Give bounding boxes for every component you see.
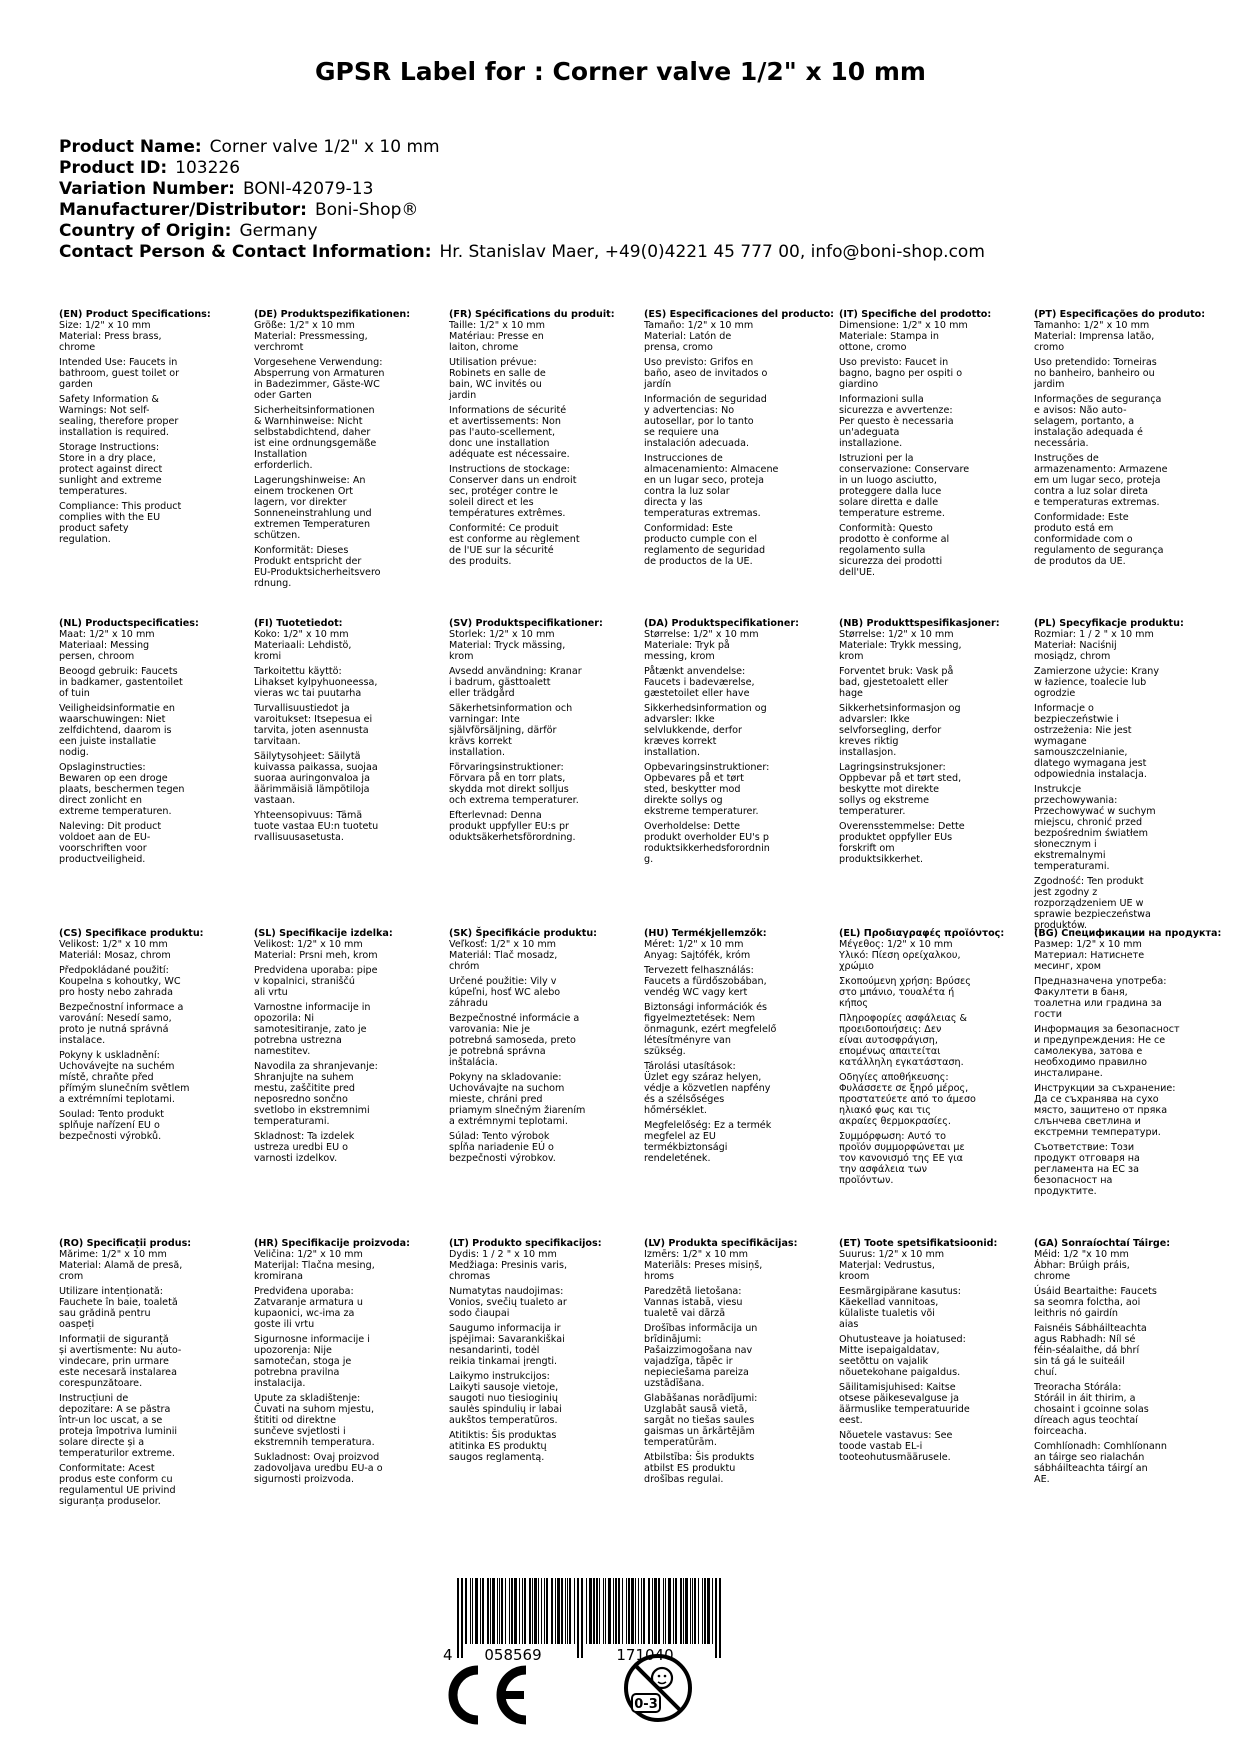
info-row-product-id bbox=[59, 158, 1209, 179]
barcode-digit-right: 171040 bbox=[616, 1646, 674, 1663]
spec-header: (ET) Toote spetsifikatsioonid: bbox=[839, 1238, 998, 1249]
barcode-bar bbox=[490, 1578, 491, 1644]
spec-column bbox=[644, 309, 836, 571]
info-row-variation-number bbox=[59, 179, 1209, 200]
spec-paragraph: Faisnéis Sábháilteachta agus Rabhadh: Níl sé féin-séalaithe, dá bhrí sin tá gá le suiteáil chuí. bbox=[1034, 1323, 1147, 1378]
spec-paragraph: Utilizare intenționată: Fauchete în baie, toaletă sau grădină pentru oaspeți bbox=[59, 1286, 178, 1330]
spec-column bbox=[254, 618, 446, 847]
spec-paragraph: Informazioni sulla sicurezza e avvertenze: Per questo è necessaria un'adeguata installazione. bbox=[839, 394, 954, 449]
spec-paragraph: Biztonsági információk és figyelmeztetések: Nem önmagunk, ezért megfelelő létesítményre van szükség. bbox=[644, 1002, 777, 1057]
spec-paragraph: Συμμόρφωση: Αυτό το προϊόν συμμορφώνεται με τον κανονισμό της ΕΕ για την ασφάλεια των προϊόντων. bbox=[839, 1131, 965, 1186]
barcode-bar bbox=[613, 1578, 614, 1644]
spec-paragraph: Compliance: This product complies with the EU product safety regulation. bbox=[59, 501, 182, 545]
spec-paragraph: Forventet bruk: Vask på bad, gjestetoalett eller hage bbox=[839, 666, 954, 699]
spec-paragraph: Pokyny k uskladnění: Uchovávejte na suchém místě, chraňte před přímým slunečním světlem a extrémními teplotami. bbox=[59, 1050, 190, 1105]
spec-paragraph: Conformidade: Este produto está em conformidade com o regulamento de segurança de produtos da UE. bbox=[1034, 512, 1164, 567]
spec-paragraph: Overensstemmelse: Dette produktet oppfyller EUs forskrift om produktsikkerhet. bbox=[839, 821, 965, 865]
spec-column bbox=[839, 618, 1031, 869]
barcode-bar bbox=[538, 1578, 539, 1644]
spec-column bbox=[449, 309, 641, 571]
ean-barcode bbox=[435, 1578, 739, 1663]
barcode-bar bbox=[534, 1578, 537, 1644]
barcode-bar bbox=[532, 1578, 533, 1644]
spec-paragraph: Veličina: 1/2" x 10 mm Materijal: Tlačna mesing, kromirana bbox=[254, 1249, 375, 1282]
spec-paragraph: Ohutusteave ja hoiatused: Mitte isepaigaldatav, seetõttu on vajalik nõuetekohane paigaldus. bbox=[839, 1334, 966, 1378]
barcode-bar bbox=[492, 1578, 495, 1644]
spec-column bbox=[839, 309, 1031, 582]
barcode-bar bbox=[652, 1578, 653, 1644]
spec-paragraph: Izmērs: 1/2" x 10 mm Materiāls: Preses misiņš, hroms bbox=[644, 1249, 763, 1282]
spec-paragraph: Предназначена употреба: Факултети в баня, тоалетна или градина за гости bbox=[1034, 976, 1167, 1020]
barcode-bar bbox=[615, 1578, 617, 1644]
spec-paragraph: Tarkoitettu käyttö: Lihakset kylpyhuoneessa, vieras wc tai puutarha bbox=[254, 666, 378, 699]
spec-column bbox=[254, 928, 446, 1168]
spec-paragraph: Pokyny na skladovanie: Uchovávajte na suchom mieste, chráni pred priamym slnečným žiarením a extrémnymi teplotami. bbox=[449, 1072, 586, 1127]
barcode-bar bbox=[690, 1578, 691, 1644]
spec-paragraph: Numatytas naudojimas: Vonios, svečių tualeto ar sodo čiaupai bbox=[449, 1286, 567, 1319]
spec-paragraph: Säilytysohjeet: Säilytä kuivassa paikassa, suojaa suoraa auringonvaloa ja äärimmäisiä lämpötiloja vastaan. bbox=[254, 751, 378, 806]
info-label: Manufacturer/Distributor: bbox=[59, 200, 307, 220]
spec-paragraph: Lagerungshinweise: An einem trockenen Ort lagern, vor direkter Sonneneinstrahlung und extremen Temperaturen schützen. bbox=[254, 475, 372, 541]
barcode-bar bbox=[574, 1578, 575, 1644]
spec-paragraph: Sukladnost: Ovaj proizvod zadovoljava uredbu EU-a o sigurnosti proizvoda. bbox=[254, 1452, 383, 1485]
spec-paragraph: Lagringsinstruksjoner: Oppbevar på et tørt sted, beskytte mot direkte sollys og ekstreme temperaturer. bbox=[839, 762, 962, 817]
spec-column bbox=[1034, 309, 1226, 571]
age-warning-icon bbox=[622, 1652, 694, 1724]
spec-paragraph: Instrucciones de almacenamiento: Almacene en un lugar seco, proteja contra la luz solar directa y las temperaturas extremas. bbox=[644, 453, 779, 519]
spec-paragraph: Storage Instructions: Store in a dry place, protect against direct sunlight and extreme temperatures. bbox=[59, 442, 163, 497]
barcode-bar bbox=[546, 1578, 548, 1644]
spec-paragraph: Vorgesehene Verwendung: Absperrung von Armaturen in Badezimmer, Gäste-WC oder Garten bbox=[254, 357, 385, 401]
info-value: Boni-Shop® bbox=[314, 200, 419, 220]
barcode-bar bbox=[680, 1578, 682, 1644]
spec-paragraph: Skladnost: Ta izdelek ustreza uredbi EU o varnosti izdelkov. bbox=[254, 1131, 355, 1164]
barcode-bar bbox=[569, 1578, 571, 1644]
spec-paragraph: Zamierzone użycie: Krany w łazience, toalecie lub ogrodzie bbox=[1034, 666, 1160, 699]
barcode-bar bbox=[596, 1578, 598, 1644]
spec-paragraph: Instrucțiuni de depozitare: A se păstra într-un loc uscat, a se proteja împotriva luminii solare directe și a temperaturilor extreme. bbox=[59, 1393, 178, 1459]
spec-header: (EL) Προδιαγραφές προϊόντος: bbox=[839, 928, 1005, 939]
spec-paragraph: Avsedd användning: Kranar i badrum, gästtoalett eller trädgård bbox=[449, 666, 582, 699]
barcode-guard-bar bbox=[581, 1578, 583, 1658]
spec-column bbox=[644, 1238, 836, 1489]
barcode-bar bbox=[692, 1578, 693, 1644]
spec-header: (HU) Termékjellemzők: bbox=[644, 928, 767, 939]
spec-paragraph: Μέγεθος: 1/2" x 10 mm Υλικό: Πίεση ορείχαλκου, χρώμιο bbox=[839, 939, 961, 972]
spec-paragraph: Turvallisuustiedot ja varoitukset: Itsepesua ei tarvita, joten asennusta tarvitaan. bbox=[254, 703, 373, 747]
spec-paragraph: Sikkerhedsinformation og advarsler: Ikke selvlukkende, derfor kræves korrekt installation. bbox=[644, 703, 767, 758]
barcode-bar bbox=[555, 1578, 556, 1644]
spec-header: (LV) Produkta specifikācijas: bbox=[644, 1238, 798, 1249]
spec-header: (DA) Produktspecifikationer: bbox=[644, 618, 799, 629]
spec-paragraph: Soulad: Tento produkt splňuje nařízení EU o bezpečnosti výrobků. bbox=[59, 1109, 165, 1142]
spec-column bbox=[254, 1238, 446, 1489]
spec-paragraph: Πληροφορίες ασφάλειας & προειδοποιήσεις: Δεν είναι αυτοσφράγιση, επομένως απαιτείται κατάλληλη εγκατάσταση. bbox=[839, 1013, 967, 1068]
barcode-bar bbox=[673, 1578, 674, 1644]
barcode-bar bbox=[704, 1578, 706, 1644]
barcode-bar bbox=[702, 1578, 703, 1644]
spec-paragraph: Eesmärgipärane kasutus: Käekellad vannitoas, külaliste tualetis või aias bbox=[839, 1286, 961, 1330]
spec-paragraph: Uso previsto: Grifos en baño, aseo de invitados o jardín bbox=[644, 357, 768, 390]
spec-column bbox=[59, 618, 251, 869]
barcode-bar bbox=[712, 1578, 713, 1644]
spec-paragraph: Uso previsto: Faucet in bagno, bagno per ospiti o giardino bbox=[839, 357, 963, 390]
spec-paragraph: Säilitamisjuhised: Kaitse otsese päikesevalguse ja äärmuslike temperatuuride eest. bbox=[839, 1382, 970, 1426]
barcode-bar bbox=[561, 1578, 563, 1644]
spec-column bbox=[449, 1238, 641, 1467]
spec-paragraph: Informacje o bezpieczeństwie i ostrzeżenia: Nie jest wymagane samouszczelnianie, dlatego wymagana jest odpowiednia instalacja. bbox=[1034, 703, 1147, 780]
spec-column bbox=[254, 309, 446, 593]
info-label: Variation Number: bbox=[59, 179, 235, 199]
info-label: Contact Person & Contact Information: bbox=[59, 242, 432, 262]
barcode-bar bbox=[631, 1578, 634, 1644]
spec-paragraph: Predvidena uporaba: pipe v kopalnici, straniščú ali vrtu bbox=[254, 965, 378, 998]
spec-paragraph: Opbevaringsinstruktioner: Opbevares på et tørt sted, beskytter mod direkte sollys og ekstreme temperaturer. bbox=[644, 762, 770, 817]
spec-paragraph: Predviđena uporaba: Zatvaranje armatura u kupaonici, wc-ima za goste ili vrtu bbox=[254, 1286, 363, 1330]
spec-paragraph: Naleving: Dit product voldoet aan de EU- voorschriften voor productveiligheid. bbox=[59, 821, 162, 865]
spec-paragraph: Súlad: Tento výrobok spĺňa nariadenie EÚ o bezpečnosti výrobkov. bbox=[449, 1131, 556, 1164]
spec-paragraph: Bezpečnostní informace a varování: Nesedí samo, proto je nutná správná instalace. bbox=[59, 1002, 184, 1046]
spec-header: (PT) Especificações do produto: bbox=[1034, 309, 1206, 320]
spec-paragraph: Veľkosť: 1/2" x 10 mm Materiál: Tlač mosadz, chróm bbox=[449, 939, 558, 972]
barcode-bar bbox=[557, 1578, 560, 1644]
barcode-bar bbox=[475, 1578, 478, 1644]
barcode-bar bbox=[622, 1578, 623, 1644]
spec-paragraph: Saugumo informacija ir įspėjimai: Savarankiškai nesandarinti, todėl reikia tinkamai įrengti. bbox=[449, 1323, 565, 1367]
spec-paragraph: Uso pretendido: Torneiras no banheiro, banheiro ou jardim bbox=[1034, 357, 1157, 390]
barcode-bar bbox=[480, 1578, 481, 1644]
info-row-product-name bbox=[59, 137, 1209, 158]
info-value: Hr. Stanislav Maer, +49(0)4221 45 777 00, info@boni-shop.com bbox=[439, 242, 985, 262]
spec-paragraph: Taille: 1/2" x 10 mm Matériau: Presse en laiton, chrome bbox=[449, 320, 545, 353]
spec-paragraph: Atbilstība: Šis produkts atbilst ES produktu drošības regulai. bbox=[644, 1452, 755, 1485]
spec-column bbox=[644, 618, 836, 869]
spec-header: (ES) Especificaciones del producto: bbox=[644, 309, 835, 320]
spec-header: (HR) Specifikacije proizvoda: bbox=[254, 1238, 410, 1249]
spec-paragraph: Instrukcje przechowywania: Przechowywać w suchym miejscu, chronić przed bezpośrednim światłem słonecznym i ekstremalnymi temperaturami. bbox=[1034, 784, 1156, 872]
barcode-bar bbox=[487, 1578, 489, 1644]
barcode-bar bbox=[501, 1578, 503, 1644]
barcode-bar bbox=[648, 1578, 650, 1644]
spec-paragraph: Efterlevnad: Denna produkt uppfyller EU:s pr oduktsäkerhetsförordning. bbox=[449, 810, 576, 843]
spec-paragraph: Información de seguridad y advertencias: No autosellar, por lo tanto se requiere una instalación adecuada. bbox=[644, 394, 767, 449]
barcode-digit-left: 058569 bbox=[484, 1646, 542, 1663]
barcode-guard-bar bbox=[457, 1578, 459, 1658]
spec-paragraph: Úsáid Beartaithe: Faucets sa seomra folctha, aoi leithris nó gairdín bbox=[1034, 1286, 1157, 1319]
spec-header: (RO) Specificații produs: bbox=[59, 1238, 192, 1249]
barcode-digit-prefix: 4 bbox=[443, 1646, 453, 1663]
page-title: GPSR Label for : Corner valve 1/2" x 10 mm bbox=[315, 57, 926, 86]
barcode-bar bbox=[663, 1578, 664, 1644]
barcode-bar bbox=[608, 1578, 611, 1644]
barcode-bar bbox=[519, 1578, 520, 1644]
ce-mark-icon bbox=[448, 1664, 532, 1726]
spec-column bbox=[449, 928, 641, 1168]
spec-paragraph: Størrelse: 1/2" x 10 mm Materiale: Trykk messing, krom bbox=[839, 629, 962, 662]
barcode-bar bbox=[514, 1578, 517, 1644]
spec-paragraph: Conformità: Questo prodotto è conforme al regolamento sulla sicurezza dei prodotti dell'UE. bbox=[839, 523, 950, 578]
spec-paragraph: Nõuetele vastavus: See toode vastab EL-i tooteohutusmäärusele. bbox=[839, 1430, 953, 1463]
spec-column bbox=[449, 618, 641, 847]
spec-header: (NB) Produkttspesifikasjoner: bbox=[839, 618, 1000, 629]
barcode-bar bbox=[654, 1578, 657, 1644]
barcode-bar bbox=[618, 1578, 620, 1644]
barcode-bar bbox=[635, 1578, 636, 1644]
spec-header: (FR) Spécifications du produit: bbox=[449, 309, 615, 320]
spec-paragraph: Dimensione: 1/2" x 10 mm Materiale: Stampa in ottone, cromo bbox=[839, 320, 968, 353]
barcode-bar bbox=[465, 1578, 467, 1644]
spec-header: (EN) Product Specifications: bbox=[59, 309, 211, 320]
barcode-guard-bar bbox=[715, 1578, 717, 1658]
spec-paragraph: Veiligheidsinformatie en waarschuwingen: Niet zelfdichtend, daarom is een juiste installatie nodig. bbox=[59, 703, 175, 758]
spec-paragraph: Zgodność: Ten produkt jest zgodny z rozporządzeniem UE w sprawie bezpieczeństwa produktów. bbox=[1034, 876, 1151, 931]
barcode-guard-bar bbox=[461, 1578, 463, 1658]
spec-paragraph: Storlek: 1/2" x 10 mm Material: Tryck mässing, krom bbox=[449, 629, 566, 662]
barcode-bar bbox=[603, 1578, 604, 1644]
spec-paragraph: Atitiktis: Šis produktas atitinka ES produktų saugos reglamentą. bbox=[449, 1430, 557, 1463]
spec-paragraph: Glabāšanas norādījumi: Uzglabāt sausā vietā, sargāt no tiešas saules gaismas un ārkārtējām temperatūrām. bbox=[644, 1393, 758, 1448]
barcode-bar bbox=[698, 1578, 699, 1644]
spec-paragraph: Konformität: Dieses Produkt entspricht der EU-Produktsicherheitsvero rdnung. bbox=[254, 545, 381, 589]
barcode-bar bbox=[482, 1578, 484, 1644]
spec-paragraph: Conformitate: Acest produs este conform cu regulamentul UE privind siguranța produselor. bbox=[59, 1463, 176, 1507]
spec-paragraph: Instruções de armazenamento: Armazene em um lugar seco, proteja contra a luz solar direta e temperaturas extremas. bbox=[1034, 453, 1168, 508]
spec-paragraph: Velikost: 1/2" x 10 mm Material: Prsni meh, krom bbox=[254, 939, 378, 961]
spec-paragraph: Varnostne informacije in opozorila: Ni samotesitiranje, zato je potrebna ustrezna namestitev. bbox=[254, 1002, 371, 1057]
barcode-bar bbox=[509, 1578, 510, 1644]
spec-paragraph: Comhlíonadh: Comhlíonann an táirge seo rialachán sábháilteachta táirgí an AE. bbox=[1034, 1441, 1167, 1485]
spec-paragraph: Sicherheitsinformationen & Warnhinweise: Nicht selbstabdichtend, daher ist eine ordnungsgemäße Installation erforderlich. bbox=[254, 405, 377, 471]
spec-header: (SL) Specifikacije izdelka: bbox=[254, 928, 393, 939]
spec-paragraph: Tamaño: 1/2" x 10 mm Material: Latón de prensa, cromo bbox=[644, 320, 754, 353]
spec-paragraph: Förvaringsinstruktioner: Förvara på en torr plats, skydda mot direkt solljus och extrema temperaturer. bbox=[449, 762, 579, 806]
spec-paragraph: Maat: 1/2" x 10 mm Materiaal: Messing persen, chroom bbox=[59, 629, 155, 662]
spec-paragraph: Rozmiar: 1 / 2 " x 10 mm Materiał: Naciśnij mosiądz, chrom bbox=[1034, 629, 1154, 662]
spec-paragraph: Tamanho: 1/2" x 10 mm Material: Imprensa latão, cromo bbox=[1034, 320, 1155, 353]
barcode-bar bbox=[505, 1578, 506, 1644]
spec-paragraph: Conformité: Ce produit est conforme au règlement de l'UE sur la sécurité des produits. bbox=[449, 523, 580, 567]
spec-header: (SV) Produktspecifikationer: bbox=[449, 618, 603, 629]
barcode-bar bbox=[511, 1578, 513, 1644]
barcode-bar bbox=[589, 1578, 592, 1644]
spec-paragraph: Informations de sécurité et avertissements: Non pas l'auto-scellement, donc une installation adéquate est nécessaire. bbox=[449, 405, 570, 460]
spec-paragraph: Tervezett felhasználás: Faucets a fürdőszobában, vendég WC vagy kert bbox=[644, 965, 767, 998]
spec-column bbox=[839, 1238, 1031, 1467]
spec-paragraph: Megfelelőség: Ez a termék megfelel az EU termékbiztonsági rendeletének. bbox=[644, 1120, 772, 1164]
spec-paragraph: Opslaginstructies: Bewaren op een droge plaats, beschermen tegen direct zonlicht en extreme temperaturen. bbox=[59, 762, 185, 817]
barcode-bar bbox=[683, 1578, 684, 1644]
spec-paragraph: Bezpečnostné informácie a varovania: Nie je potrebná samoseda, preto je potrebná správna inštalácia. bbox=[449, 1013, 580, 1068]
spec-header: (SK) Špecifikácie produktu: bbox=[449, 928, 598, 939]
spec-paragraph: Beoogd gebruik: Faucets in badkamer, gastentoilet of tuin bbox=[59, 666, 183, 699]
barcode-bar bbox=[599, 1578, 600, 1644]
spec-paragraph: Informações de segurança e avisos: Não auto- selagem, portanto, a instalação adequada é necessária. bbox=[1034, 394, 1162, 449]
info-label: Country of Origin: bbox=[59, 221, 232, 241]
barcode-bar bbox=[565, 1578, 566, 1644]
barcode-bar bbox=[586, 1578, 587, 1644]
spec-paragraph: Mărime: 1/2" x 10 mm Material: Alamă de presă, crom bbox=[59, 1249, 183, 1282]
spec-column bbox=[839, 928, 1031, 1190]
barcode-bar bbox=[668, 1578, 671, 1644]
barcode-bar bbox=[605, 1578, 606, 1644]
barcode-bar bbox=[524, 1578, 526, 1644]
spec-paragraph: Säkerhetsinformation och varningar: Inte självförsäljning, därför krävs korrekt installation. bbox=[449, 703, 573, 758]
info-value: BONI-42079-13 bbox=[242, 179, 374, 199]
spec-header: (NL) Productspecificaties: bbox=[59, 618, 199, 629]
info-value: Germany bbox=[239, 221, 318, 241]
info-row-country-of-origin bbox=[59, 221, 1209, 242]
barcode-bar bbox=[499, 1578, 500, 1644]
spec-paragraph: Conformidad: Este producto cumple con el reglamento de seguridad de productos de la UE. bbox=[644, 523, 766, 567]
spec-paragraph: Suurus: 1/2" x 10 mm Materjal: Vedrustus, kroom bbox=[839, 1249, 945, 1282]
spec-paragraph: Size: 1/2" x 10 mm Material: Press brass, chrome bbox=[59, 320, 162, 353]
spec-paragraph: Размер: 1/2" x 10 mm Материал: Натиснете месинг, хром bbox=[1034, 939, 1145, 972]
spec-paragraph: Méret: 1/2" x 10 mm Anyag: Sajtófék, króm bbox=[644, 939, 751, 961]
barcode-bar bbox=[694, 1578, 696, 1644]
barcode-bar bbox=[675, 1578, 677, 1644]
spec-paragraph: Paredzētā lietošana: Vannas istabā, viesu tualetē vai dārzā bbox=[644, 1286, 743, 1319]
barcode-bar bbox=[641, 1578, 642, 1644]
barcode-bar bbox=[470, 1578, 471, 1644]
spec-paragraph: Инструкции за съхранение: Да се съхранява на сухо място, защитено от пряка слънчева светлина и екстремни температури. bbox=[1034, 1083, 1176, 1138]
spec-column bbox=[59, 309, 251, 549]
spec-column bbox=[59, 1238, 251, 1511]
barcode-bar bbox=[497, 1578, 498, 1644]
spec-header: (PL) Specyfikacje produktu: bbox=[1034, 618, 1184, 629]
spec-paragraph: Påtænkt anvendelse: Faucets i badeværelse, gæstetoilet eller have bbox=[644, 666, 755, 699]
barcode-bar bbox=[628, 1578, 630, 1644]
barcode-bar bbox=[638, 1578, 639, 1644]
product-info bbox=[59, 137, 1209, 263]
spec-paragraph: Utilisation prévue: Robinets en salle de bain, WC invités ou jardin bbox=[449, 357, 546, 401]
spec-paragraph: Safety Information & Warnings: Not self- sealing, therefore proper installation is required. bbox=[59, 394, 179, 438]
info-label: Product ID: bbox=[59, 158, 168, 178]
spec-column bbox=[644, 928, 836, 1168]
spec-paragraph: Drošības informācija un brīdinājumi: Pašaizzimogošana nav vajadzīga, tāpēc ir nepieciešama pareiza uzstādīšana. bbox=[644, 1323, 758, 1389]
barcode-bar bbox=[626, 1578, 627, 1644]
barcode-bar bbox=[658, 1578, 660, 1644]
barcode-bar bbox=[567, 1578, 568, 1644]
spec-paragraph: Größe: 1/2" x 10 mm Material: Pressmessing, verchromt bbox=[254, 320, 368, 353]
spec-paragraph: Overholdelse: Dette produkt overholder EU's p roduktsikkerhedsforordnin g. bbox=[644, 821, 770, 865]
spec-paragraph: Istruzioni per la conservazione: Conservare in un luogo asciutto, proteggere dalla luce solare diretta e dalle temperature estreme. bbox=[839, 453, 970, 519]
spec-paragraph: Koko: 1/2" x 10 mm Materiaali: Lehdistö, kromi bbox=[254, 629, 352, 662]
info-label: Product Name: bbox=[59, 137, 202, 157]
spec-paragraph: Σκοπούμενη χρήση: Βρύσες στο μπάνιο, τουαλέτα ή κήπος bbox=[839, 976, 971, 1009]
barcode-bar bbox=[551, 1578, 553, 1644]
barcode-bar bbox=[685, 1578, 688, 1644]
spec-paragraph: Velikost: 1/2" x 10 mm Materiál: Mosaz, chrom bbox=[59, 939, 171, 961]
spec-paragraph: Laikymo instrukcijos: Laikyti sausoje vietoje, saugoti nuo tiesioginių saulės spindulių ir labai aukštos temperatūros. bbox=[449, 1371, 562, 1426]
info-value: Corner valve 1/2" x 10 mm bbox=[209, 137, 440, 157]
spec-paragraph: Určené použitie: Vily v kúpeľni, hosť WC alebo záhradu bbox=[449, 976, 561, 1009]
spec-column bbox=[59, 928, 251, 1146]
barcode-bar bbox=[544, 1578, 545, 1644]
info-row-manufacturer bbox=[59, 200, 1209, 221]
spec-paragraph: Méid: 1/2 "x 10 mm Ábhar: Brúigh práis, chrome bbox=[1034, 1249, 1130, 1282]
spec-paragraph: Upute za skladištenje: Čuvati na suhom mjestu, štititi od direktne sunčeve svjetlosti i ekstremnih temperatura. bbox=[254, 1393, 375, 1448]
spec-column bbox=[1034, 1238, 1226, 1489]
spec-paragraph: Sikkerhetsinformasjon og advarsler: Ikke selvforsegling, derfor kreves riktig installasjon. bbox=[839, 703, 961, 758]
barcode-bar bbox=[472, 1578, 473, 1644]
barcode-bar bbox=[522, 1578, 523, 1644]
spec-paragraph: Tárolási utasítások: Üzlet egy száraz helyen, védje a közvetlen napfény és a szélsőséges hőmérséklet. bbox=[644, 1061, 771, 1116]
spec-paragraph: Navodila za shranjevanje: Shranjujte na suhem mestu, zaščitite pred neposredno sončno svetlobo in ekstremnimi temperaturami. bbox=[254, 1061, 378, 1127]
spec-paragraph: Předpokládané použití: Koupelna s kohoutky, WC pro hosty nebo zahrada bbox=[59, 965, 181, 998]
spec-paragraph: Intended Use: Faucets in bathroom, guest toilet or garden bbox=[59, 357, 180, 390]
spec-paragraph: Οδηγίες αποθήκευσης: Φυλάσσετε σε ξηρό μέρος, προστατεύετε από το άμεσο ηλιακό φως και τις ακραίες θερμοκρασίες. bbox=[839, 1072, 976, 1127]
spec-paragraph: Instructions de stockage: Conserver dans un endroit sec, protéger contre le soleil direct et les températures extrêmes. bbox=[449, 464, 577, 519]
barcode-bar bbox=[541, 1578, 542, 1644]
spec-column bbox=[1034, 928, 1226, 1201]
spec-paragraph: Информация за безопасност и предупреждения: Не се самолекува, затова е необходимо правилно инсталиране. bbox=[1034, 1024, 1180, 1079]
barcode-bar bbox=[593, 1578, 595, 1644]
barcode-guard-bar bbox=[719, 1578, 721, 1658]
spec-header: (LT) Produkto specifikacijos: bbox=[449, 1238, 602, 1249]
info-row-contact bbox=[59, 242, 1209, 263]
spec-header: (BG) Спецификации на продукта: bbox=[1034, 928, 1222, 939]
spec-paragraph: Sigurnosne informacije i upozorenja: Nije samotečan, stoga je potrebna pravilna instalacija. bbox=[254, 1334, 370, 1389]
spec-paragraph: Størrelse: 1/2" x 10 mm Materiale: Tryk på messing, krom bbox=[644, 629, 759, 662]
spec-paragraph: Съответствие: Този продукт отговаря на регламента на ЕС за безопасност на продуктите. bbox=[1034, 1142, 1140, 1197]
barcode-guard-bar bbox=[577, 1578, 579, 1658]
age-label: 0-3 bbox=[634, 1697, 658, 1712]
spec-header: (CS) Specifikace produktu: bbox=[59, 928, 204, 939]
spec-header: (FI) Tuotetiedot: bbox=[254, 618, 343, 629]
spec-paragraph: Treoracha Stórála: Stóráil in áit thirim, a chosaint i gcoinne solas díreach agus teochtaí foirceacha. bbox=[1034, 1382, 1149, 1437]
barcode-bar bbox=[529, 1578, 531, 1644]
spec-paragraph: Yhteensopivuus: Tämä tuote vastaa EU:n tuotetu rvallisuusasetusta. bbox=[254, 810, 379, 843]
spec-header: (DE) Produktspezifikationen: bbox=[254, 309, 411, 320]
spec-header: (IT) Specifiche del prodotto: bbox=[839, 309, 992, 320]
spec-column bbox=[1034, 618, 1226, 935]
spec-header: (GA) Sonraíochtaí Táirge: bbox=[1034, 1238, 1171, 1249]
info-value: 103226 bbox=[175, 158, 241, 178]
barcode-bar bbox=[643, 1578, 645, 1644]
barcode-bar bbox=[665, 1578, 666, 1644]
spec-paragraph: Informații de siguranță și avertismente: Nu auto- vindecare, prin urmare este necesară instalarea corespunzătoare. bbox=[59, 1334, 182, 1389]
spec-paragraph: Dydis: 1 / 2 " x 10 mm Medžiaga: Presinis varis, chromas bbox=[449, 1249, 568, 1282]
barcode-bar bbox=[707, 1578, 710, 1644]
